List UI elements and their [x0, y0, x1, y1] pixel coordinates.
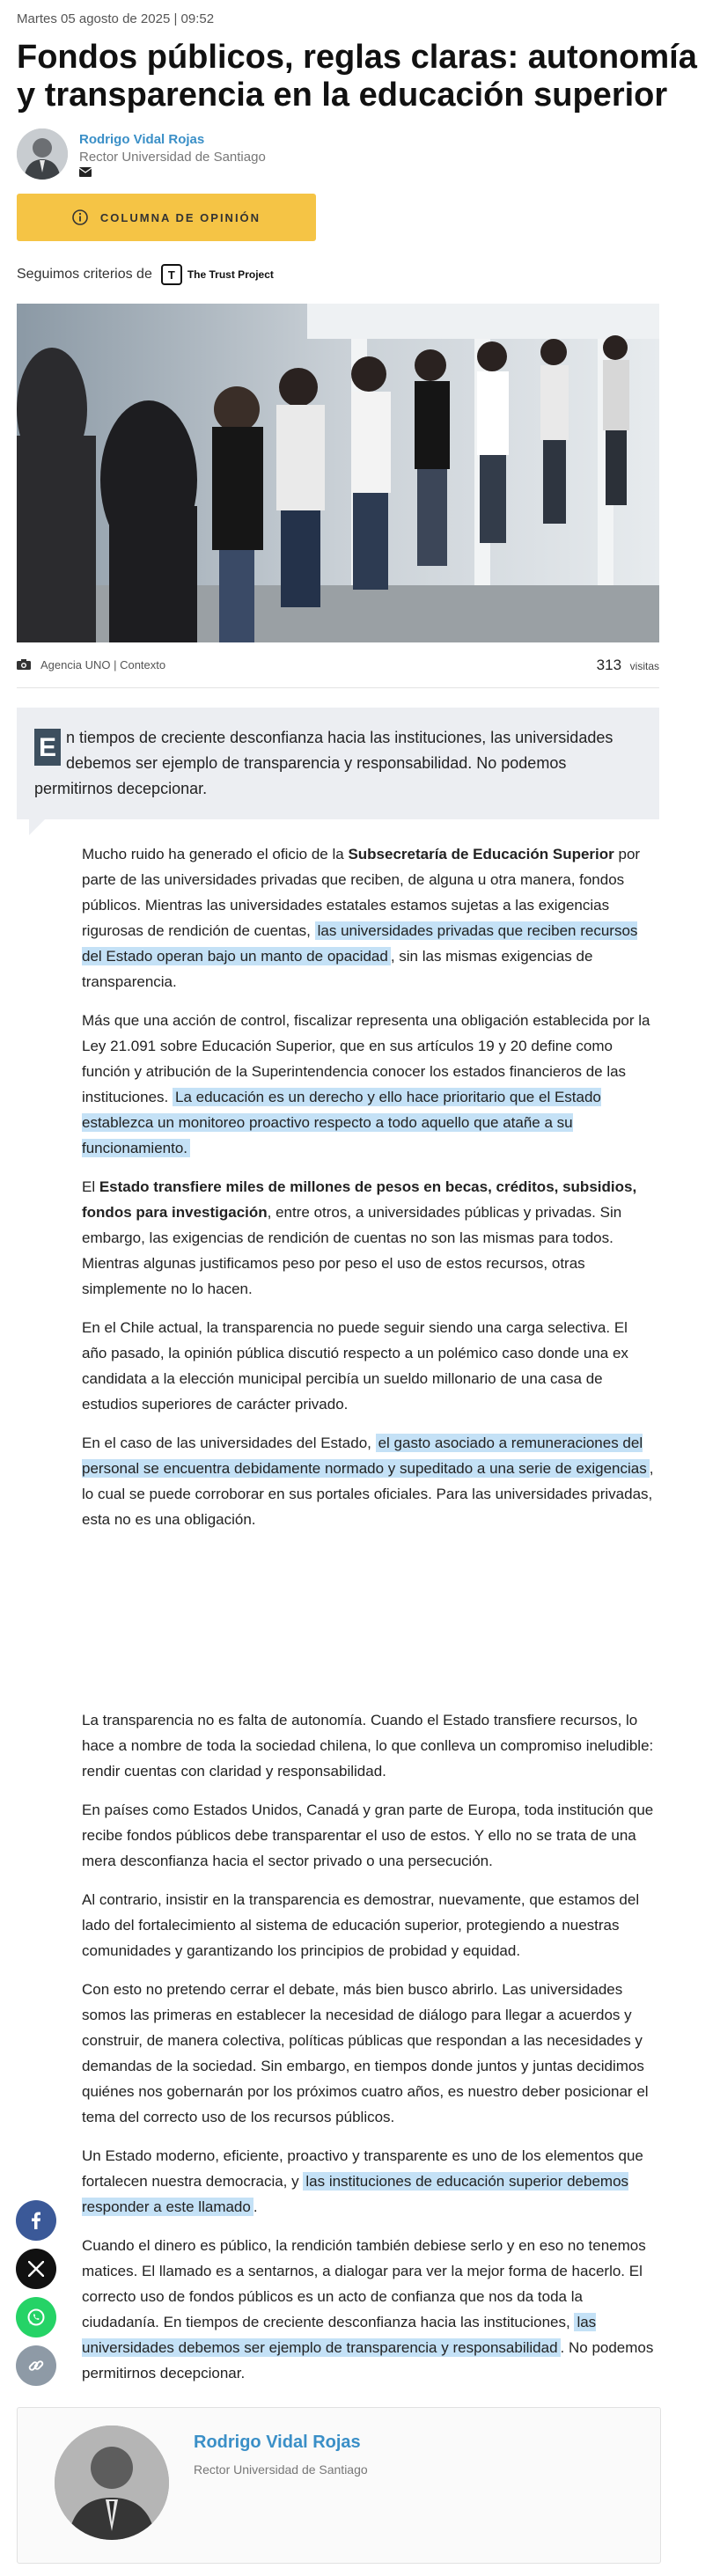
paragraph: En el Chile actual, la transparencia no puede seguir siendo una carga selectiva. El año pasado, la opinión pública discutió respecto a un polémico caso donde una ex candidata a la elección municipal percibía un sueldo millonario de una casa de estudios superiores de carácter privado. [82, 1319, 628, 1413]
author-name[interactable]: Rodrigo Vidal Rojas [79, 132, 205, 147]
paragraph: La transparencia no es falta de autonomía. Cuando el Estado transfiere recursos, lo hace a nombre de toda la sociedad chilena, lo que conlleva un compromiso ineludible: rendir cuentas con claridad y responsabilidad. [82, 1712, 654, 1780]
paragraph: Cuando el dinero es público, la rendición también debiese serlo y en eso no tenemos matices. El llamado es a sentarnos, a dialogar para ver la mejor forma de hacerlo. El correcto uso de fondos públicos es un acto de confianza que nos da toda la ciudadanía. En tiempos de creciente desconfianza hacia las instituciones, las universidades debemos ser ejemplo de transparencia y responsabilidad . No podemos permitirnos decepcionar. [82, 2237, 654, 2382]
opinion-label: COLUMNA DE OPINIÓN [99, 210, 261, 224]
lead-text: n tiempos de creciente desconfianza hacia las instituciones, las universidades debemos ser ejemplo de transparencia y responsabilidad. No podemos permitirnos decepcionar. [34, 729, 613, 797]
paragraph: En países como Estados Unidos, Canadá y gran parte de Europa, toda institución que recibe fondos públicos debe transparentar el uso de estos. Y ello no se trata de una mera desconfianza hacia el sector privado o una persecución. [82, 1802, 654, 1869]
share-facebook-button[interactable] [16, 2200, 56, 2241]
author-role: Rector Universidad de Santiago [79, 150, 266, 165]
facebook-icon [27, 2212, 45, 2229]
trust-t-icon: T [161, 264, 182, 285]
trust-logo-text: The Trust Project [187, 268, 274, 281]
visits-label: visitas [629, 660, 659, 672]
highlight: las universidades privadas que reciben recursos del Estado operan bajo un manto de opacidad [82, 922, 638, 965]
trust-project-logo[interactable] [161, 264, 274, 285]
paragraph: Más que una acción de control, fiscalizar representa una obligación establecida por la Ley 21.091 sobre Educación Superior, que en sus artículos 19 y 20 define como función y atribución de la Superintendencia conocer los estados financieros de las instituciones. La educación es un derecho y ello hace prioritario que el Estado establezca un monitoreo proactivo respecto a todo aquello que atañe a su funcionamiento. [82, 1012, 650, 1156]
paragraph: En el caso de las universidades del Estado, el gasto asociado a remuneraciones del personal se encuentra debidamente normado y supeditado a una serie de exigencias , lo cual se puede corroborar en sus portales oficiales. Para las universidades privadas, esta no es una obligación. [82, 1435, 654, 1528]
share-whatsapp-button[interactable] [16, 2297, 56, 2337]
highlight: el gasto asociado a remuneraciones del personal se encuentra debidamente normado y supeditado a una serie de exigencias [82, 1434, 650, 1478]
opinion-column-badge[interactable] [17, 194, 316, 241]
author-card-avatar[interactable] [55, 2426, 169, 2540]
mail-icon[interactable] [79, 167, 92, 177]
publish-date: Martes 05 agosto de 2025 | 09:52 [17, 11, 215, 26]
whatsapp-icon [26, 2308, 46, 2327]
author-card-role: Rector Universidad de Santiago [194, 2462, 368, 2477]
trust-text: Seguimos criterios de [17, 267, 152, 282]
photo-credit: Agencia UNO | Contexto [40, 658, 166, 672]
visit-counter [597, 657, 659, 674]
lead-quote [17, 708, 659, 819]
article-body-top [82, 841, 654, 1545]
paragraph: El Estado transfiere miles de millones de pesos en becas, créditos, subsidios, fondos para investigación, entre otros, a universidades públicas y privadas. Sin embargo, las exigencias de rendición de cuentas no son las mismas para todos. Mientras algunas justificamos peso por peso el uso de estos recursos, otras simplemente no lo hacen. [82, 1178, 637, 1297]
camera-icon [17, 659, 31, 670]
photo-meta [17, 657, 659, 674]
highlight: las universidades debemos ser ejemplo de transparencia y responsabilidad [82, 2314, 597, 2356]
article-body-bottom [82, 1707, 654, 2399]
highlight: las instituciones de educación superior debemos responder a este llamado [82, 2173, 629, 2215]
visits-count: 313 [596, 657, 622, 673]
paragraph: Un Estado moderno, eficiente, proactivo y transparente es uno de los elementos que fortalecen nuestra democracia, y las instituciones de educación superior debemos responder a este llamado . [82, 2147, 643, 2215]
paragraph: Con esto no pretendo cerrar el debate, más bien busco abrirlo. Las universidades somos las primeras en establecer la necesidad de diálogo para llegar a acuerdos y construir, de manera colectiva, políticas públicas que respondan a las necesidades y demandas de la sociedad. Sin embargo, en tiempos donde juntos y juntas decidimos quiénes nos gobernarán por los próximos cuatro años, es nuestro deber posicionar el tema del correcto uso de los recursos públicos. [82, 1981, 649, 2125]
paragraph: Mucho ruido ha generado el oficio de la Subsecretaría de Educación Superior por parte de las universidades privadas que reciben, de alguna u otra manera, fondos públicos. Mientras las universidades estatales estamos sujetas a las exigencias rigurosas de rendición de cuentas, las universidades privadas que reciben recursos del Estado operan bajo un manto de opacidad , sin las mismas exigencias de transparencia. [82, 846, 641, 990]
info-icon [72, 209, 88, 225]
copy-link-button[interactable] [16, 2345, 56, 2386]
article-title: Fondos públicos, reglas claras: autonomía y transparencia en la educación superior [17, 39, 697, 114]
article-photo [17, 304, 659, 642]
share-x-button[interactable] [16, 2249, 56, 2289]
trust-project-line [17, 264, 274, 285]
dropcap: E [34, 729, 61, 766]
highlight: La educación es un derecho y ello hace prioritario que el Estado establezca un monitoreo proactivo respecto a todo aquello que atañe a su funcionamiento. [82, 1089, 601, 1156]
paragraph: Al contrario, insistir en la transparencia es demostrar, nuevamente, que estamos del lado del fortalecimiento al sistema de educación superior, protegiendo a nuestras comunidades y garantizando los principios de probidad y equidad. [82, 1891, 640, 1959]
author-card [17, 2407, 661, 2564]
x-icon [28, 2261, 44, 2277]
link-icon [27, 2357, 45, 2374]
author-card-name[interactable]: Rodrigo Vidal Rojas [194, 2433, 361, 2452]
author-avatar[interactable] [17, 128, 68, 180]
divider [17, 687, 659, 688]
